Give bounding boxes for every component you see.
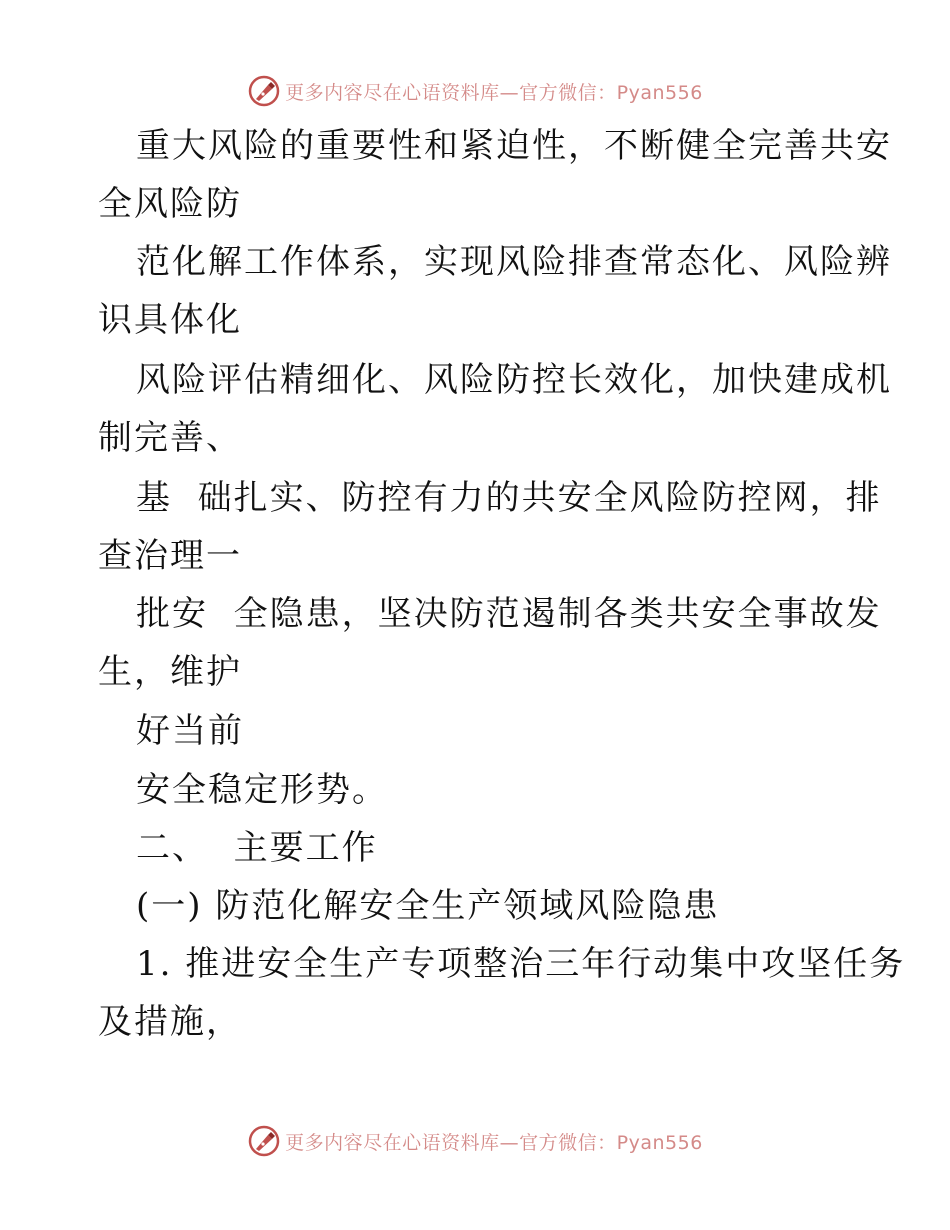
subsection-heading: (一) 防范化解安全生产领域风险隐患 — [136, 886, 720, 926]
watermark-footer — [0, 1121, 950, 1161]
text-line: 查治理一 — [98, 536, 242, 576]
text-line: 范化解工作体系，实现风险排查常态化、风险辨 — [136, 242, 892, 282]
text-line: 及措施， — [98, 1002, 242, 1042]
text-line: 安全稳定形势。 — [136, 770, 388, 810]
watermark-text: 更多内容尽在心语资料库—官方微信：Pyan556 — [285, 81, 703, 104]
text-line: 重大风险的重要性和紧迫性，不断健全完善共安 — [136, 126, 892, 166]
text-line: 1. 推进安全生产专项整治三年行动集中攻坚任务 — [136, 944, 906, 984]
pen-nib-logo-icon — [247, 74, 281, 108]
watermark-header — [0, 71, 950, 111]
text-line: 制完善、 — [98, 418, 242, 458]
pen-nib-logo-icon — [247, 1124, 281, 1158]
text-line: 全风险防 — [98, 184, 242, 224]
text-line: 基 础扎实、防控有力的共安全风险防控网，排 — [136, 478, 882, 518]
text-line: 识具体化 — [98, 300, 242, 340]
watermark-text: 更多内容尽在心语资料库—官方微信：Pyan556 — [285, 1131, 703, 1154]
text-line: 生，维护 — [98, 652, 242, 692]
text-line: 批安 全隐患，坚决防范遏制各类共安全事故发 — [136, 594, 882, 634]
section-heading: 二、 主要工作 — [136, 828, 378, 868]
text-line: 风险评估精细化、风险防控长效化，加快建成机 — [136, 360, 892, 400]
text-line: 好当前 — [136, 711, 244, 751]
